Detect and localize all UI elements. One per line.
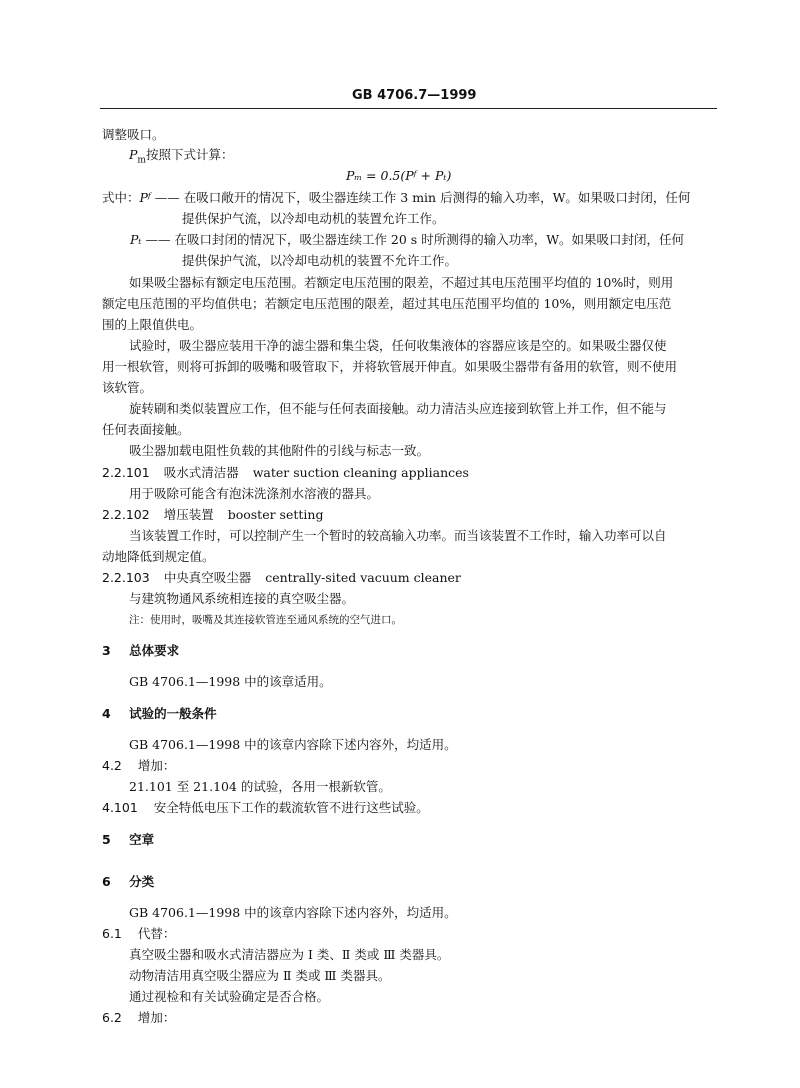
clause-title: 增加： <box>137 1010 176 1025</box>
chapter-heading <box>102 874 154 890</box>
text-line: 调整吸口。 <box>102 127 165 142</box>
clause-number: 4.101 <box>102 800 138 815</box>
chapter-title: 分类 <box>129 874 155 889</box>
term-title: 吸水式清洁器 <box>163 465 239 480</box>
text-line: 通过视检和有关试验确定是否合格。 <box>129 989 330 1004</box>
text-line: 旋转刷和类似装置应工作，但不能与任何表面接触。动力清洁头应连接到软管上并工作，但不能与 <box>129 401 667 416</box>
term-entry <box>102 465 469 481</box>
clause-heading <box>102 800 429 816</box>
clause-number: 4.2 <box>102 758 122 773</box>
section-number: 2.2.101 <box>102 465 150 480</box>
clause-heading <box>102 926 175 942</box>
text-line: 用一根软管，则将可拆卸的吸嘴和吸管取下，并将软管展开伸直。如果吸尘器带有备用的软管，则不使用 <box>102 359 678 374</box>
chapter-number: 5 <box>102 832 111 847</box>
text-line: 吸尘器加载电阻性负载的其他附件的引线与标志一致。 <box>129 443 430 458</box>
chapter-title: 试验的一般条件 <box>129 706 217 721</box>
clause-number: 6.2 <box>102 1010 122 1025</box>
clause-number: 6.1 <box>102 926 122 941</box>
text-line: 提供保护气流，以冷却电动机的装置允许工作。 <box>182 211 445 226</box>
term-english: water suction cleaning appliances <box>252 465 469 480</box>
text-span: 式中： <box>102 190 140 205</box>
term-definition: 动地降低到规定值。 <box>102 549 215 564</box>
term-definition: 当该装置工作时，可以控制产生一个暂时的较高输入功率。而当该装置不工作时，输入功率可以自 <box>129 528 667 543</box>
text-line: 提供保护气流，以冷却电动机的装置不允许工作。 <box>182 253 458 268</box>
chapter-heading <box>102 706 217 722</box>
term-english: booster setting <box>227 507 324 522</box>
text-line: GB 4706.1—1998 中的该章内容除下述内容外，均适用。 <box>129 905 457 920</box>
section-number: 2.2.103 <box>102 570 150 585</box>
term-definition: 用于吸除可能含有泡沫洗涤剂水溶液的器具。 <box>129 486 380 501</box>
text-line: GB 4706.1—1998 中的该章适用。 <box>129 674 332 689</box>
chapter-number: 4 <box>102 706 111 721</box>
text-line: 如果吸尘器标有额定电压范围。若额定电压范围的限差，不超过其电压范围平均值的 10%时，则用 <box>129 275 674 290</box>
term-title: 增压装置 <box>163 507 214 522</box>
chapter-number: 6 <box>102 874 111 889</box>
chapter-heading <box>102 643 179 659</box>
term-entry <box>102 570 461 586</box>
note: 注：使用时，吸嘴及其连接软管连至通风系统的空气进口。 <box>129 614 402 626</box>
term-english: centrally-sited vacuum cleaner <box>265 570 461 585</box>
clause-title: 代替： <box>137 926 176 941</box>
text-line <box>102 190 690 206</box>
text-line: 21.101 至 21.104 的试验，各用一根新软管。 <box>129 779 391 794</box>
header-rule <box>100 108 717 109</box>
text-line: 真空吸尘器和吸水式清洁器应为 Ⅰ 类、Ⅱ 类或 Ⅲ 类器具。 <box>129 947 450 962</box>
text-line: GB 4706.1—1998 中的该章内容除下述内容外，均适用。 <box>129 737 457 752</box>
chapter-title: 空章 <box>129 832 155 847</box>
variable-symbol: Pᶠ —— <box>139 190 184 205</box>
text-line: 任何表面接触。 <box>102 422 190 437</box>
text-line: 额定电压范围的平均值供电；若额定电压范围的限差，超过其电压范围平均值的 10%，则用额定电压范 <box>102 296 672 311</box>
variable-symbol: P <box>129 147 138 162</box>
formula: Pₘ = 0.5(Pᶠ + Pₜ) <box>346 168 452 183</box>
text-line: 围的上限值供电。 <box>102 317 203 332</box>
text-span: 在吸口封闭的情况下，吸尘器连续工作 20 s 时所测得的输入功率，W。如果吸口封闭，任何 <box>174 232 685 247</box>
standard-code: GB 4706.7—1999 <box>352 88 477 103</box>
text-line <box>130 232 684 248</box>
text-span: 按照下式计算： <box>145 147 234 162</box>
text-line: 动物清洁用真空吸尘器应为 Ⅱ 类或 Ⅲ 类器具。 <box>129 968 391 983</box>
term-entry <box>102 507 323 523</box>
term-definition: 与建筑物通风系统相连接的真空吸尘器。 <box>129 591 355 606</box>
term-title: 中央真空吸尘器 <box>163 570 252 585</box>
text-line: 该软管。 <box>102 380 153 395</box>
chapter-number: 3 <box>102 643 111 658</box>
chapter-heading <box>102 832 154 848</box>
text-line <box>129 147 233 169</box>
clause-text: 安全特低电压下工作的载流软管不进行这些试验。 <box>153 800 429 815</box>
variable-symbol: Pₜ —— <box>130 232 175 247</box>
text-line: 试验时，吸尘器应装用干净的滤尘器和集尘袋，任何收集液体的容器应该是空的。如果吸尘器仅使 <box>129 338 667 353</box>
variable-subscript: m <box>137 155 146 166</box>
chapter-title: 总体要求 <box>129 643 180 658</box>
text-span: 在吸口敞开的情况下，吸尘器连续工作 3 min 后测得的输入功率，W。如果吸口封闭，任何 <box>183 190 691 205</box>
clause-heading <box>102 758 175 774</box>
section-number: 2.2.102 <box>102 507 150 522</box>
clause-title: 增加： <box>137 758 176 773</box>
clause-heading <box>102 1010 175 1026</box>
